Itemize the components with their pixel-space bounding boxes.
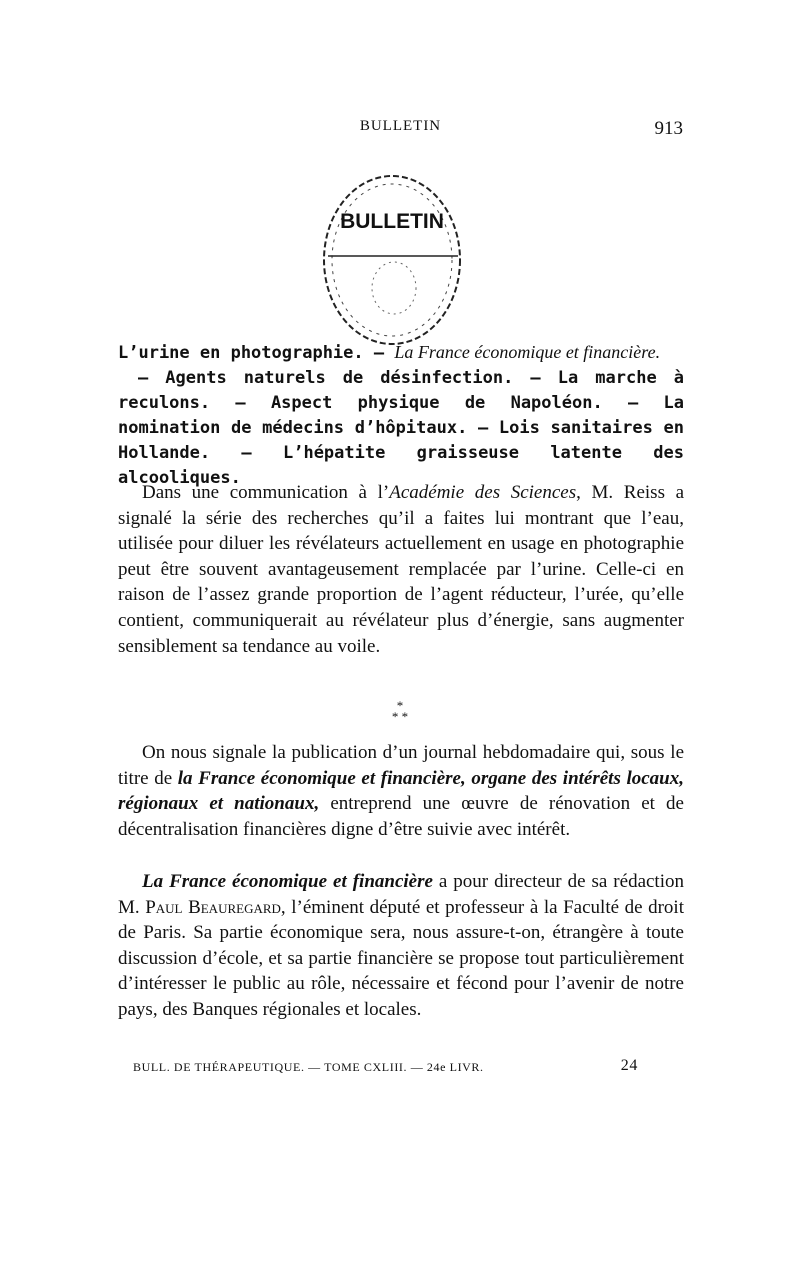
library-stamp (318, 168, 466, 346)
page-number: 913 (654, 118, 683, 139)
footer-signature: BULL. DE THÉRAPEUTIQUE. — TOME CXLIII. — 24e LIVR. (133, 1060, 484, 1074)
p2-text-1: On nous signale la publication d’un journal hebdomadaire qui, sous le titre de (118, 742, 684, 789)
asterism-bottom: * * (391, 709, 409, 724)
page-footer (133, 1057, 638, 1080)
p1-academie: Académie des Sciences (389, 482, 577, 503)
p1-text-3: , M. Reiss a signalé la série des recherches qu’il a faites lui montrant que l’eau, utilisée pour diluer les révélateurs actuellement en usage en photographie peut être souvent avantageusement remplacée par l’urine. Celle-ci en raison de l’assez grande proportion de l’agent réducteur, l’urée, qu’elle contient, communiquerait au révélateur plus d’énergie, sans augmenter sensiblement sa tendance au voile. (118, 482, 685, 657)
article-summary (118, 340, 684, 491)
asterism (385, 700, 415, 726)
stamp-text: BULLETIN (340, 210, 444, 233)
p2-journal-title: la France économique et financière, organe des intérêts locaux, régionaux et nationaux, (118, 767, 684, 815)
paragraph-director (118, 869, 684, 1023)
footer-sheet-number: 24 (620, 1057, 638, 1074)
summary-lead: L’urine en photographie. — (118, 343, 385, 363)
paragraph-urine (118, 480, 684, 659)
p3-text-2: a pour directeur de sa rédaction M. (118, 871, 684, 918)
summary-rest: — Agents naturels de désinfection. — La marche à reculons. — Aspect physique de Napoléon. — La nomination de médecins d’hôpitaux. — Lois sanitaires en Hollande. — L’hépatite graisseuse latente des alcooliques. (118, 368, 684, 488)
summary-italic: La France économique et financière. (394, 342, 661, 362)
p3-text-4: , l’éminent député et professeur à la Faculté de droit de Paris. Sa partie économique sera, nous assure-t-on, étrangère à toute discussion d’école, et sa partie financière se propose tout particulièrement d’intéresser le public au rôle, nécessaire et fécond pour l’avenir de notre pays, des Banques régionales et locales. (118, 896, 684, 1020)
running-title: BULLETIN (359, 118, 442, 134)
p3-director-name: Paul Beauregard (145, 896, 281, 918)
p2-text-3: entreprend une œuvre de rénovation et de décentralisation financières digne d’être suivie avec intérêt. (118, 793, 684, 840)
asterism-top: * (396, 698, 404, 713)
p1-text-1: Dans une communication à l’ (142, 482, 390, 503)
running-head (118, 118, 683, 140)
paragraph-journal (118, 740, 684, 842)
p3-journal-title: La France économique et financière (142, 871, 433, 892)
